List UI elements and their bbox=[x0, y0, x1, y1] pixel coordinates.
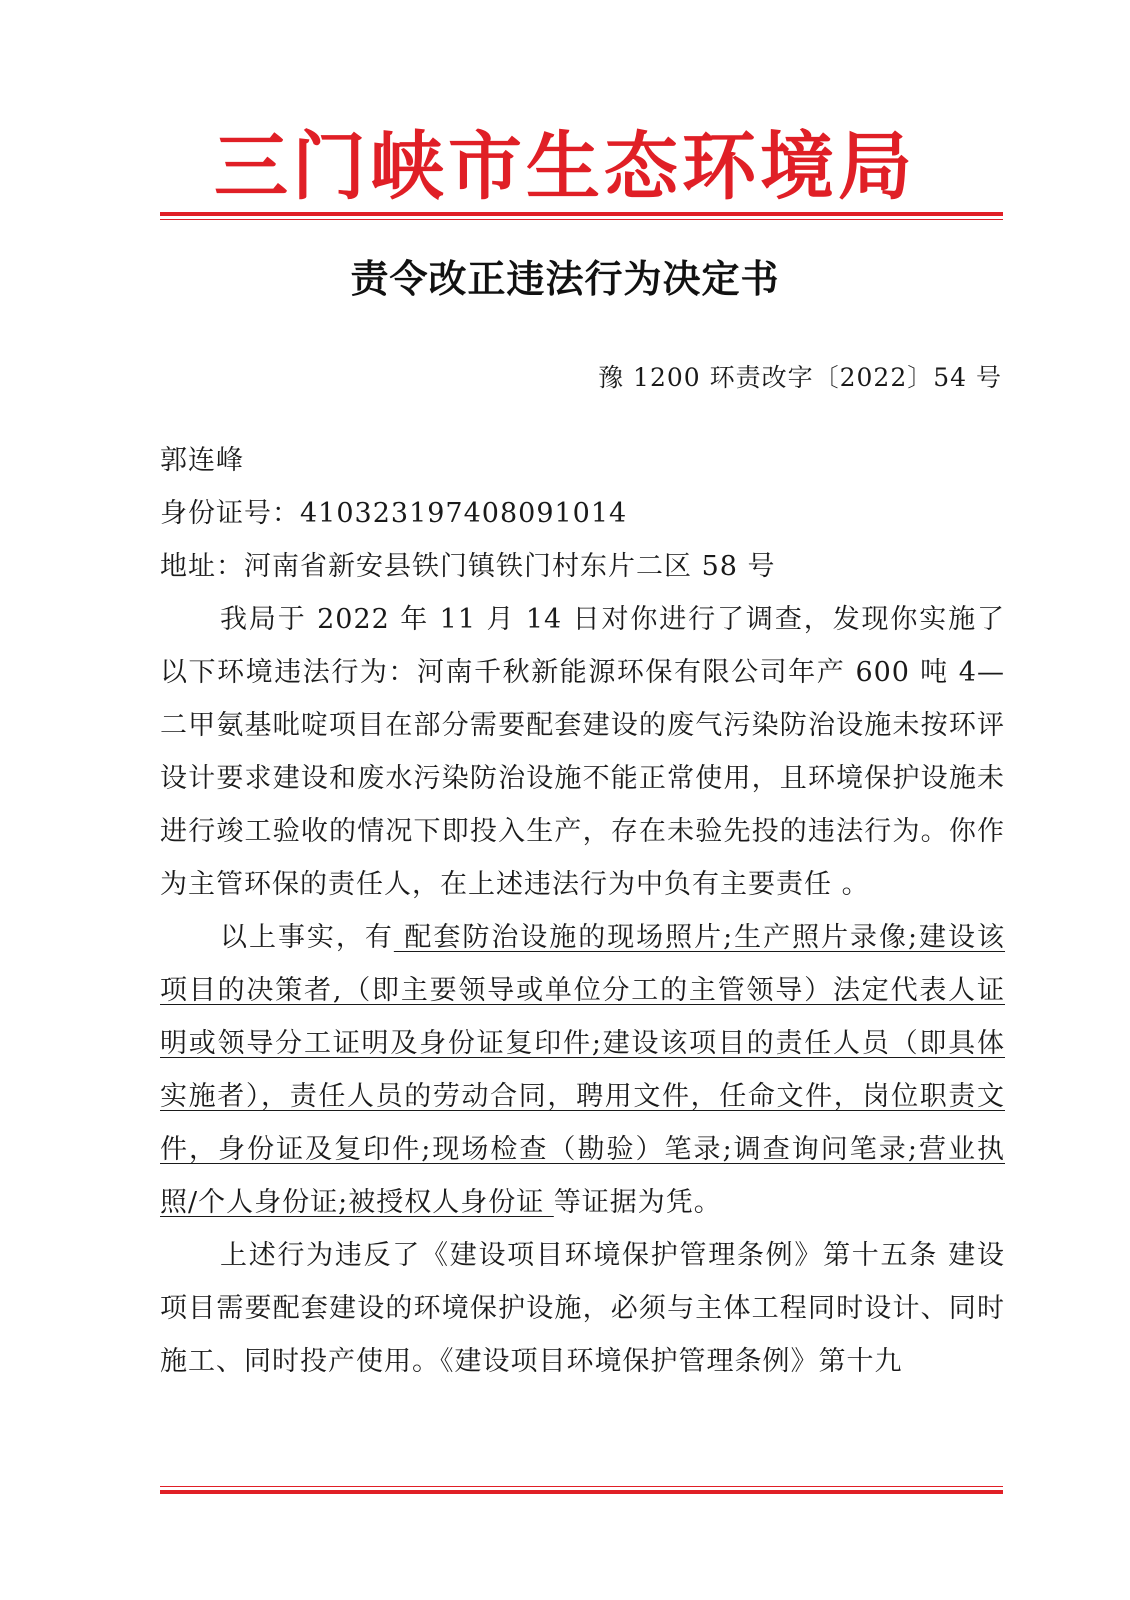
paragraph-evidence bbox=[160, 911, 1005, 1229]
evidence-list: 配套防治设施的现场照片;生产照片录像;建设该项目的决策者,（即主要领导或单位分工的主管领导）法定代表人证明或领导分工证明及身份证复印件;建设该项目的责任人员（即具体实施者），责任人员的劳动合同，聘用文件，任命文件，岗位职责文件，身份证及复印件;现场检查（勘验）笔录;调查询问笔录;营业执照/个人身份证;被授权人身份证 bbox=[160, 922, 1006, 1218]
paragraph-findings: 我局于 2022 年 11 月 14 日对你进行了调查，发现你实施了以下环境违法行为：河南千秋新能源环保有限公司年产 600 吨 4—二甲氨基吡啶项目在部分需要配套建设的废气污染防治设施未按环评设计要求建设和废水污染防治设施不能正常使用，且环境保护设施未进行竣工验收的情况下即投入生产，存在未验先投的违法行为。你作为主管环保的责任人，在上述违法行为中负有主要责任 。 bbox=[160, 604, 1005, 900]
agency-name: 三门峡市生态环境局 bbox=[214, 124, 916, 210]
footer-rule-thin bbox=[160, 1486, 1003, 1487]
document-number: 豫 1200 环责改字〔2022〕54 号 bbox=[598, 363, 1002, 392]
paragraph-violation: 上述行为违反了《建设项目环境保护管理条例》第十五条 建设项目需要配套建设的环境保护设施，必须与主体工程同时设计、同时施工、同时投产使用。《建设项目环境保护管理条例》第十九 bbox=[160, 1240, 1005, 1377]
document-title: 责令改正违法行为决定书 bbox=[350, 256, 780, 301]
recipient-id: 身份证号：410323197408091014 bbox=[160, 498, 628, 529]
header-rule-thin bbox=[160, 219, 1003, 220]
evidence-suffix: 等证据为凭。 bbox=[553, 1187, 722, 1218]
evidence-prefix: 以上事实，有 bbox=[220, 922, 394, 953]
document-body bbox=[160, 434, 1005, 1388]
recipient-name: 郭连峰 bbox=[160, 445, 244, 476]
footer-rule-thick bbox=[160, 1490, 1003, 1494]
recipient-address: 地址：河南省新安县铁门镇铁门村东片二区 58 号 bbox=[160, 551, 776, 582]
header-rule-thick bbox=[160, 212, 1003, 216]
